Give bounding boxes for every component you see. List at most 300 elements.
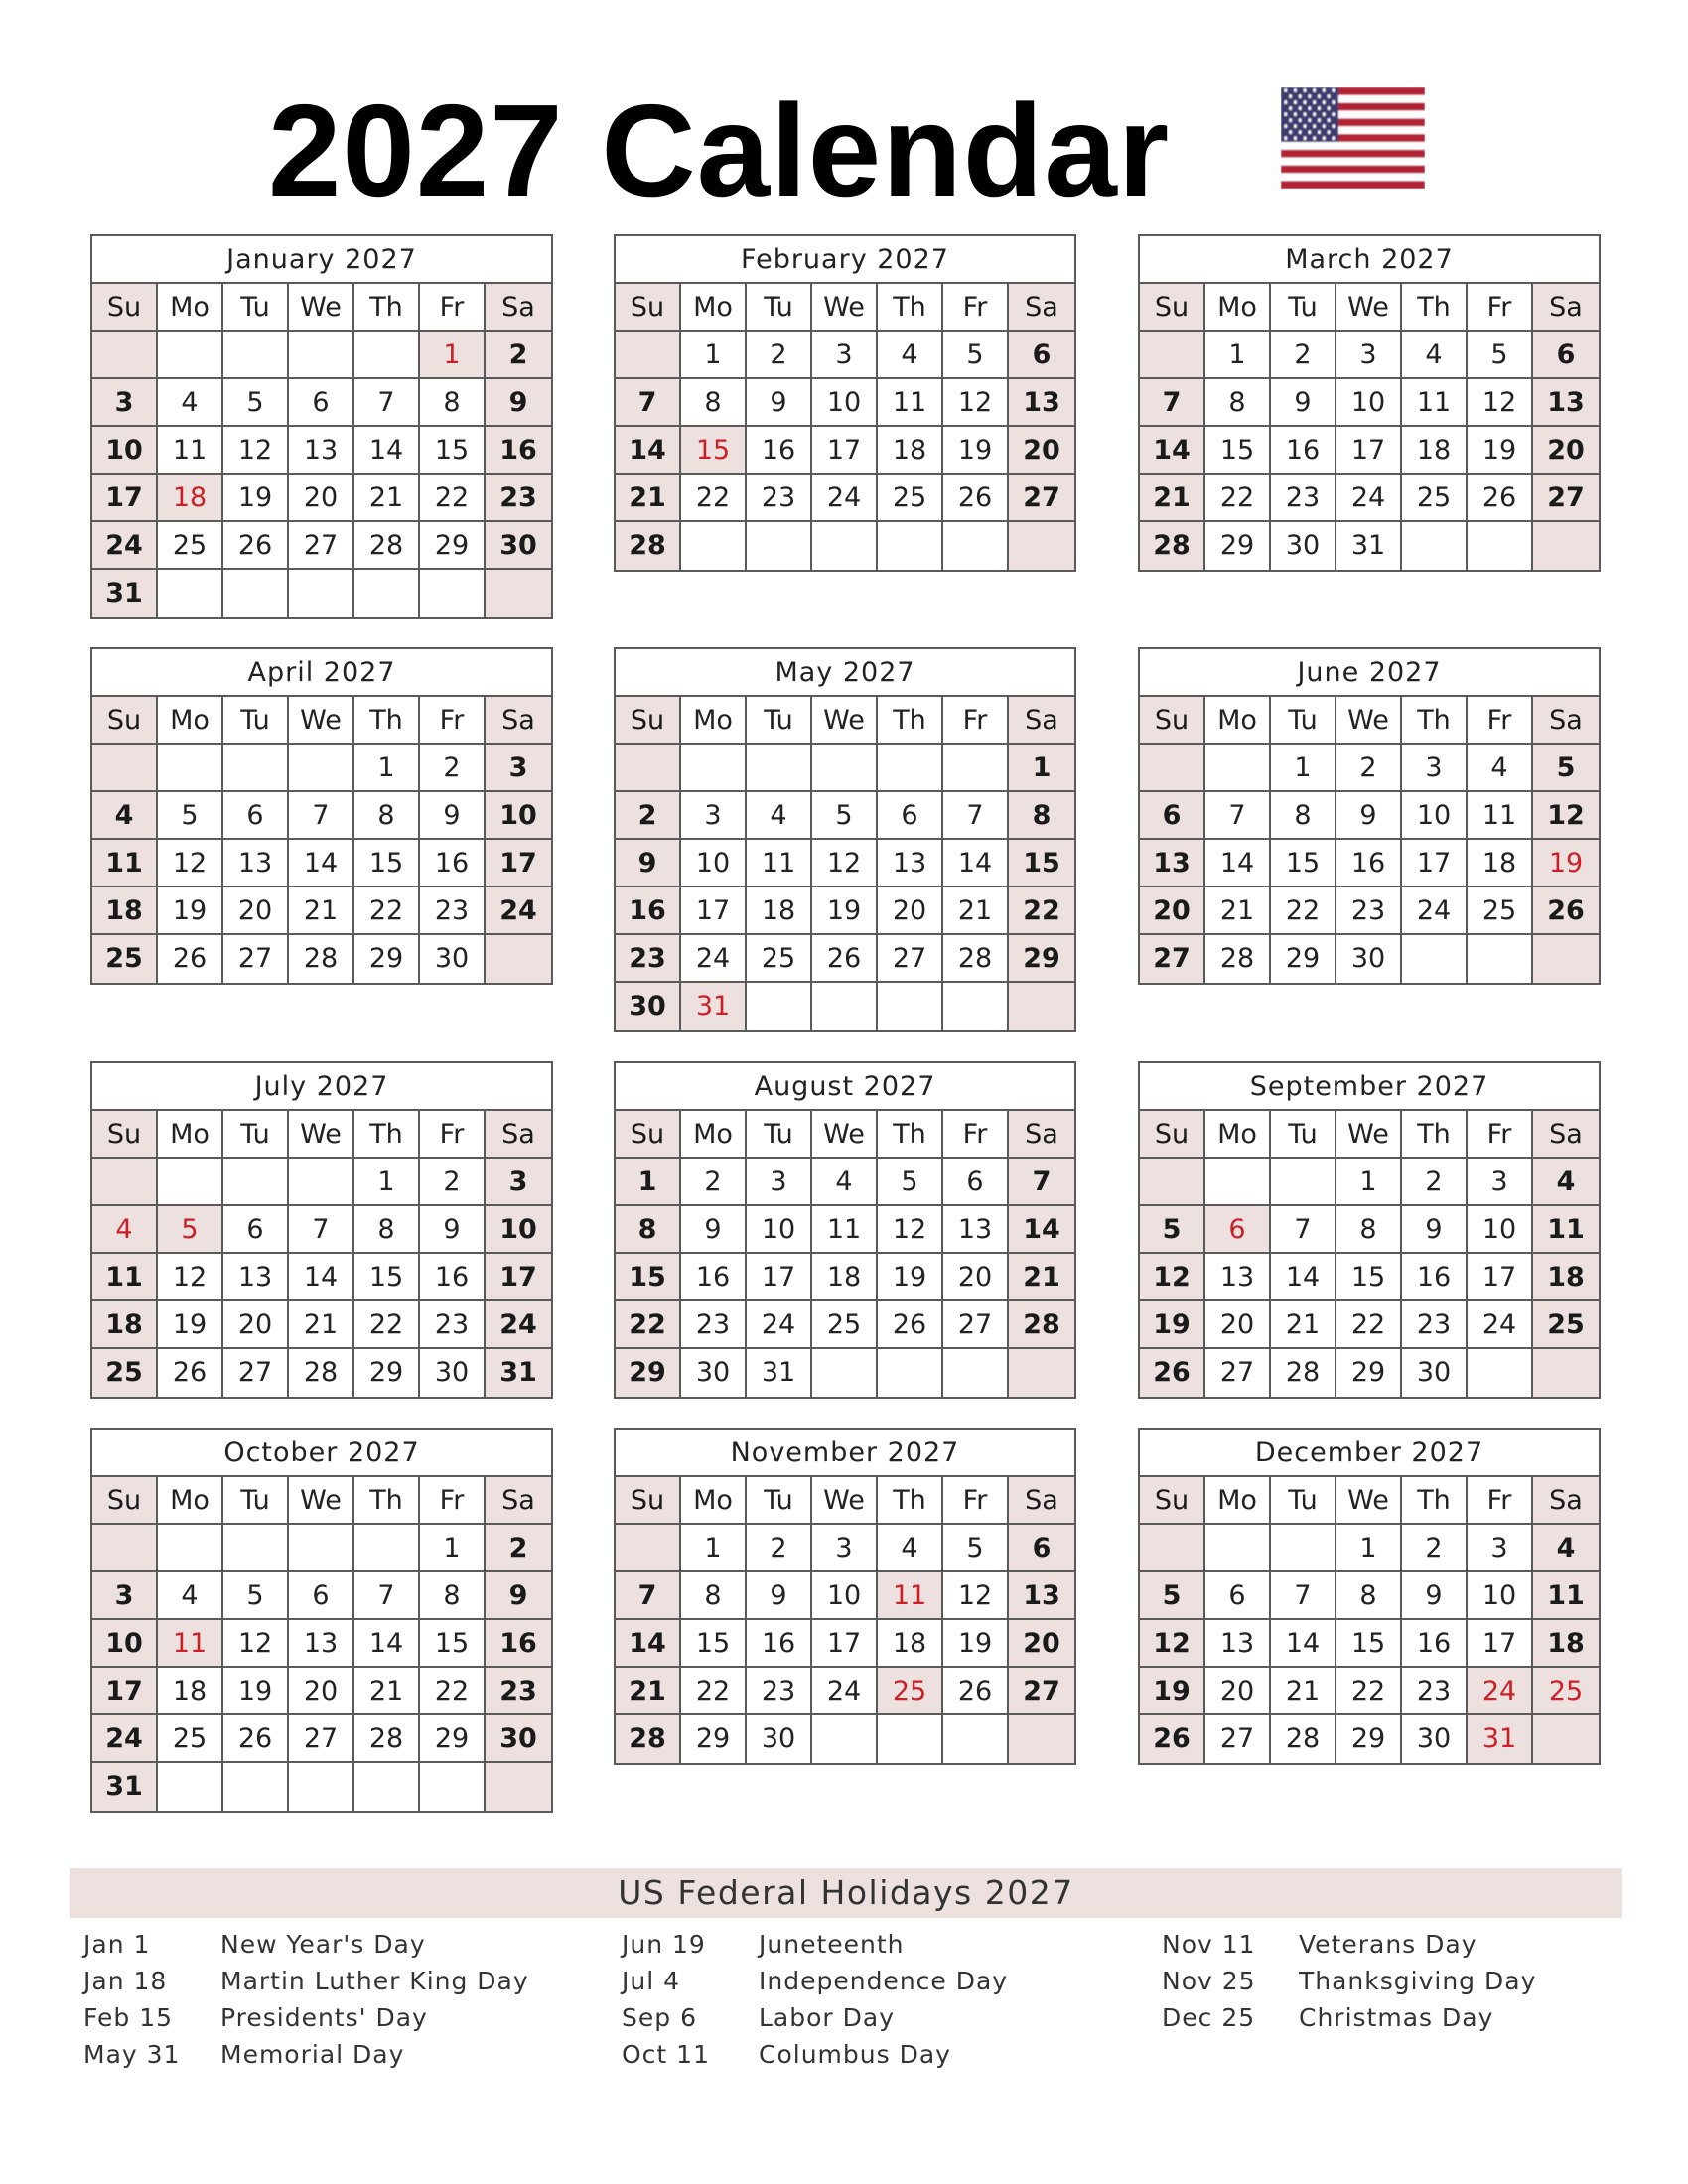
day-cell: 3 (92, 1572, 158, 1620)
holiday-date: Oct 11 (622, 2040, 710, 2069)
day-cell: 10 (681, 840, 747, 887)
day-cell: 30 (420, 1349, 486, 1397)
day-cell: 26 (812, 935, 878, 983)
day-cell: 1 (1271, 745, 1336, 792)
holiday-day-cell: 25 (878, 1668, 943, 1715)
empty-day-cell (158, 332, 223, 379)
empty-day-cell (92, 332, 158, 379)
day-cell: 27 (1205, 1349, 1271, 1397)
day-cell: 29 (1205, 522, 1271, 570)
holiday-day-cell: 31 (1468, 1715, 1533, 1763)
day-cell: 21 (1205, 887, 1271, 935)
day-cell: 30 (1336, 935, 1402, 983)
day-cell: 22 (354, 1301, 420, 1349)
day-cell: 18 (1533, 1254, 1599, 1301)
day-cell: 26 (223, 522, 289, 570)
day-cell: 22 (681, 475, 747, 522)
day-cell: 27 (1009, 1668, 1074, 1715)
day-cell: 18 (92, 1301, 158, 1349)
weekday-header: We (812, 284, 878, 332)
day-cell: 7 (1271, 1572, 1336, 1620)
day-cell: 6 (1009, 1525, 1074, 1572)
empty-day-cell (223, 332, 289, 379)
weekday-header: Fr (943, 697, 1009, 745)
month-title: August 2027 (616, 1063, 1074, 1111)
weekday-header: Fr (420, 697, 486, 745)
day-cell: 19 (878, 1254, 943, 1301)
empty-day-cell (289, 745, 354, 792)
day-cell: 22 (420, 475, 486, 522)
holiday-list (70, 1868, 1622, 2069)
weekday-header: Th (878, 1111, 943, 1159)
day-cell: 8 (1336, 1572, 1402, 1620)
empty-day-cell (158, 570, 223, 617)
holiday-item (83, 1963, 529, 1999)
day-cell: 28 (1205, 935, 1271, 983)
weekday-header: Sa (1533, 697, 1599, 745)
day-cell: 23 (486, 475, 551, 522)
day-cell: 15 (1009, 840, 1074, 887)
day-cell: 18 (158, 1668, 223, 1715)
day-cell: 10 (1336, 379, 1402, 427)
holiday-date: May 31 (83, 2040, 181, 2069)
day-cell: 26 (943, 1668, 1009, 1715)
holiday-item (83, 1926, 529, 1963)
holiday-list-title: US Federal Holidays 2027 (70, 1868, 1622, 1918)
empty-day-cell (92, 745, 158, 792)
day-cell: 24 (486, 1301, 551, 1349)
month-title: July 2027 (92, 1063, 551, 1111)
day-cell: 12 (158, 840, 223, 887)
empty-day-cell (1009, 1715, 1074, 1763)
day-cell: 10 (1402, 792, 1468, 840)
empty-day-cell (1402, 935, 1468, 983)
weekday-header: Tu (1271, 697, 1336, 745)
day-cell: 24 (92, 522, 158, 570)
weekday-header: Mo (1205, 1477, 1271, 1525)
day-cell: 28 (1140, 522, 1205, 570)
weekday-header: Su (1140, 1477, 1205, 1525)
day-cell: 28 (1009, 1301, 1074, 1349)
day-cell: 15 (681, 1620, 747, 1668)
empty-day-cell (681, 522, 747, 570)
day-cell: 19 (158, 1301, 223, 1349)
month-title: November 2027 (616, 1430, 1074, 1477)
empty-day-cell (289, 1159, 354, 1206)
holiday-date: Dec 25 (1162, 2003, 1256, 2032)
day-cell: 9 (747, 379, 812, 427)
day-cell: 7 (289, 1206, 354, 1254)
month-title: May 2027 (616, 649, 1074, 697)
day-cell: 2 (1336, 745, 1402, 792)
day-cell: 29 (1271, 935, 1336, 983)
day-cell: 10 (486, 1206, 551, 1254)
weekday-header: Mo (1205, 1111, 1271, 1159)
day-cell: 5 (1533, 745, 1599, 792)
weekday-header: Tu (747, 1477, 812, 1525)
day-cell: 2 (1271, 332, 1336, 379)
day-cell: 21 (1140, 475, 1205, 522)
day-cell: 4 (878, 1525, 943, 1572)
holiday-item (1162, 1999, 1536, 2036)
empty-day-cell (158, 1525, 223, 1572)
day-cell: 17 (1468, 1254, 1533, 1301)
day-cell: 23 (420, 887, 486, 935)
empty-day-cell (616, 1525, 681, 1572)
day-cell: 6 (289, 1572, 354, 1620)
day-cell: 31 (1336, 522, 1402, 570)
day-cell: 17 (1336, 427, 1402, 475)
day-cell: 28 (616, 522, 681, 570)
day-cell: 2 (616, 792, 681, 840)
day-cell: 27 (943, 1301, 1009, 1349)
day-cell: 28 (289, 1349, 354, 1397)
empty-day-cell (747, 745, 812, 792)
day-cell: 3 (486, 1159, 551, 1206)
day-cell: 24 (681, 935, 747, 983)
empty-day-cell (1009, 1349, 1074, 1397)
holiday-item (83, 1999, 529, 2036)
weekday-header: Sa (1009, 1111, 1074, 1159)
empty-day-cell (1205, 745, 1271, 792)
day-cell: 5 (812, 792, 878, 840)
holiday-day-cell: 11 (878, 1572, 943, 1620)
holiday-name: Labor Day (759, 2003, 896, 2032)
empty-day-cell (1205, 1159, 1271, 1206)
day-cell: 26 (158, 935, 223, 983)
day-cell: 11 (1402, 379, 1468, 427)
weekday-header: Tu (223, 697, 289, 745)
day-cell: 5 (1140, 1206, 1205, 1254)
weekday-header: Th (1402, 1477, 1468, 1525)
day-cell: 16 (486, 1620, 551, 1668)
day-cell: 23 (1336, 887, 1402, 935)
day-cell: 4 (747, 792, 812, 840)
day-cell: 10 (1468, 1206, 1533, 1254)
day-cell: 13 (289, 427, 354, 475)
day-cell: 16 (681, 1254, 747, 1301)
day-cell: 17 (681, 887, 747, 935)
day-cell: 28 (289, 935, 354, 983)
day-cell: 29 (420, 522, 486, 570)
day-cell: 19 (223, 475, 289, 522)
empty-day-cell (158, 1763, 223, 1811)
empty-day-cell (158, 745, 223, 792)
day-cell: 6 (878, 792, 943, 840)
day-cell: 19 (812, 887, 878, 935)
day-cell: 1 (681, 332, 747, 379)
empty-day-cell (812, 1715, 878, 1763)
day-cell: 30 (486, 522, 551, 570)
weekday-header: Sa (486, 284, 551, 332)
day-cell: 20 (223, 887, 289, 935)
day-cell: 12 (158, 1254, 223, 1301)
day-cell: 25 (1533, 1301, 1599, 1349)
month-calendar (1138, 1061, 1601, 1399)
day-cell: 25 (158, 522, 223, 570)
day-cell: 24 (92, 1715, 158, 1763)
empty-day-cell (158, 1159, 223, 1206)
empty-day-cell (420, 1763, 486, 1811)
day-cell: 5 (878, 1159, 943, 1206)
day-cell: 25 (158, 1715, 223, 1763)
day-cell: 27 (878, 935, 943, 983)
day-cell: 24 (1402, 887, 1468, 935)
day-cell: 20 (1140, 887, 1205, 935)
day-cell: 28 (354, 1715, 420, 1763)
day-cell: 9 (1402, 1572, 1468, 1620)
day-cell: 7 (1205, 792, 1271, 840)
day-cell: 24 (747, 1301, 812, 1349)
weekday-header: Sa (1009, 697, 1074, 745)
day-cell: 17 (486, 840, 551, 887)
day-cell: 13 (1205, 1620, 1271, 1668)
empty-day-cell (1140, 332, 1205, 379)
day-cell: 21 (943, 887, 1009, 935)
holiday-name: Presidents' Day (220, 2003, 428, 2032)
day-cell: 8 (354, 1206, 420, 1254)
day-cell: 11 (92, 1254, 158, 1301)
day-cell: 16 (1336, 840, 1402, 887)
day-cell: 2 (1402, 1525, 1468, 1572)
day-cell: 9 (1271, 379, 1336, 427)
weekday-header: Sa (1009, 284, 1074, 332)
day-cell: 2 (747, 1525, 812, 1572)
day-cell: 11 (158, 427, 223, 475)
holiday-date: Jun 19 (622, 1930, 706, 1959)
weekday-header: We (289, 1477, 354, 1525)
day-cell: 15 (616, 1254, 681, 1301)
weekday-header: Fr (943, 284, 1009, 332)
empty-day-cell (812, 983, 878, 1030)
day-cell: 23 (1402, 1668, 1468, 1715)
day-cell: 18 (1468, 840, 1533, 887)
day-cell: 3 (1336, 332, 1402, 379)
empty-day-cell (486, 570, 551, 617)
day-cell: 18 (878, 427, 943, 475)
weekday-header: Fr (420, 1111, 486, 1159)
day-cell: 24 (812, 1668, 878, 1715)
day-cell: 31 (92, 1763, 158, 1811)
empty-day-cell (1468, 1349, 1533, 1397)
day-cell: 6 (223, 792, 289, 840)
day-cell: 10 (92, 1620, 158, 1668)
day-cell: 20 (1205, 1668, 1271, 1715)
empty-day-cell (943, 1349, 1009, 1397)
day-cell: 9 (420, 792, 486, 840)
holiday-item (622, 1963, 1008, 1999)
weekday-header: Su (92, 284, 158, 332)
weekday-header: Th (354, 697, 420, 745)
day-cell: 1 (420, 1525, 486, 1572)
day-cell: 11 (812, 1206, 878, 1254)
day-cell: 29 (681, 1715, 747, 1763)
day-cell: 1 (354, 1159, 420, 1206)
day-cell: 16 (1402, 1620, 1468, 1668)
day-cell: 30 (1402, 1349, 1468, 1397)
day-cell: 4 (1468, 745, 1533, 792)
day-cell: 25 (747, 935, 812, 983)
weekday-header: Mo (681, 697, 747, 745)
weekday-header: Su (92, 697, 158, 745)
empty-day-cell (1402, 522, 1468, 570)
day-cell: 29 (1336, 1349, 1402, 1397)
day-cell: 21 (616, 475, 681, 522)
empty-day-cell (1205, 1525, 1271, 1572)
day-cell: 20 (223, 1301, 289, 1349)
month-title: October 2027 (92, 1430, 551, 1477)
day-cell: 8 (681, 379, 747, 427)
holiday-item (622, 1926, 1008, 1963)
day-cell: 26 (943, 475, 1009, 522)
weekday-header: Mo (158, 1111, 223, 1159)
day-cell: 31 (486, 1349, 551, 1397)
day-cell: 10 (812, 379, 878, 427)
weekday-header: Th (1402, 697, 1468, 745)
empty-day-cell (616, 745, 681, 792)
day-cell: 12 (878, 1206, 943, 1254)
day-cell: 11 (92, 840, 158, 887)
day-cell: 16 (616, 887, 681, 935)
day-cell: 20 (878, 887, 943, 935)
day-cell: 2 (681, 1159, 747, 1206)
day-cell: 19 (1140, 1301, 1205, 1349)
day-cell: 17 (92, 1668, 158, 1715)
day-cell: 12 (943, 1572, 1009, 1620)
day-cell: 21 (1271, 1301, 1336, 1349)
holiday-day-cell: 18 (158, 475, 223, 522)
weekday-header: Fr (1468, 1111, 1533, 1159)
day-cell: 23 (681, 1301, 747, 1349)
day-cell: 28 (1271, 1349, 1336, 1397)
day-cell: 30 (747, 1715, 812, 1763)
empty-day-cell (354, 1763, 420, 1811)
holiday-name: Independence Day (759, 1967, 1009, 1995)
month-title: September 2027 (1140, 1063, 1599, 1111)
day-cell: 18 (1402, 427, 1468, 475)
day-cell: 14 (616, 1620, 681, 1668)
day-cell: 18 (747, 887, 812, 935)
day-cell: 23 (747, 475, 812, 522)
day-cell: 6 (289, 379, 354, 427)
day-cell: 1 (681, 1525, 747, 1572)
weekday-header: Fr (420, 284, 486, 332)
day-cell: 12 (1140, 1254, 1205, 1301)
day-cell: 18 (92, 887, 158, 935)
day-cell: 7 (1009, 1159, 1074, 1206)
weekday-header: Mo (158, 284, 223, 332)
day-cell: 12 (1533, 792, 1599, 840)
day-cell: 14 (1271, 1254, 1336, 1301)
day-cell: 11 (747, 840, 812, 887)
day-cell: 21 (354, 475, 420, 522)
day-cell: 24 (1336, 475, 1402, 522)
weekday-header: We (289, 697, 354, 745)
day-cell: 24 (1468, 1301, 1533, 1349)
empty-day-cell (420, 570, 486, 617)
day-cell: 5 (943, 1525, 1009, 1572)
day-cell: 17 (812, 427, 878, 475)
day-cell: 5 (1468, 332, 1533, 379)
weekday-header: Fr (1468, 1477, 1533, 1525)
empty-day-cell (943, 1715, 1009, 1763)
weekday-header: Mo (681, 284, 747, 332)
day-cell: 2 (420, 745, 486, 792)
holiday-day-cell: 1 (420, 332, 486, 379)
day-cell: 23 (616, 935, 681, 983)
day-cell: 8 (420, 1572, 486, 1620)
day-cell: 26 (1140, 1349, 1205, 1397)
day-cell: 28 (943, 935, 1009, 983)
day-cell: 22 (1009, 887, 1074, 935)
weekday-header: Fr (943, 1111, 1009, 1159)
day-cell: 6 (223, 1206, 289, 1254)
empty-day-cell (486, 1763, 551, 1811)
day-cell: 4 (1533, 1159, 1599, 1206)
day-cell: 21 (354, 1668, 420, 1715)
us-flag-icon (1281, 87, 1425, 189)
day-cell: 30 (420, 935, 486, 983)
day-cell: 7 (354, 379, 420, 427)
day-cell: 5 (1140, 1572, 1205, 1620)
day-cell: 2 (486, 1525, 551, 1572)
empty-day-cell (223, 1159, 289, 1206)
day-cell: 29 (1336, 1715, 1402, 1763)
day-cell: 29 (354, 935, 420, 983)
day-cell: 12 (812, 840, 878, 887)
weekday-header: Tu (223, 1111, 289, 1159)
day-cell: 25 (878, 475, 943, 522)
day-cell: 23 (1271, 475, 1336, 522)
day-cell: 7 (289, 792, 354, 840)
day-cell: 15 (1336, 1620, 1402, 1668)
day-cell: 29 (420, 1715, 486, 1763)
day-cell: 26 (223, 1715, 289, 1763)
day-cell: 9 (486, 1572, 551, 1620)
day-cell: 31 (747, 1349, 812, 1397)
day-cell: 8 (1336, 1206, 1402, 1254)
holiday-item (1162, 1963, 1536, 1999)
empty-day-cell (223, 1763, 289, 1811)
holiday-date: Jan 1 (83, 1930, 151, 1959)
empty-day-cell (1009, 522, 1074, 570)
weekday-header: Fr (1468, 284, 1533, 332)
day-cell: 13 (289, 1620, 354, 1668)
empty-day-cell (1468, 935, 1533, 983)
day-cell: 14 (354, 427, 420, 475)
day-cell: 14 (289, 840, 354, 887)
month-calendar (614, 1428, 1076, 1765)
day-cell: 16 (747, 427, 812, 475)
weekday-header: We (812, 697, 878, 745)
holiday-date: Sep 6 (622, 2003, 697, 2032)
empty-day-cell (812, 745, 878, 792)
day-cell: 25 (92, 935, 158, 983)
weekday-header: Sa (1533, 1477, 1599, 1525)
weekday-header: Th (354, 1111, 420, 1159)
day-cell: 11 (878, 379, 943, 427)
month-title: December 2027 (1140, 1430, 1599, 1477)
day-cell: 28 (1271, 1715, 1336, 1763)
day-cell: 26 (878, 1301, 943, 1349)
day-cell: 1 (354, 745, 420, 792)
holiday-name: Martin Luther King Day (220, 1967, 529, 1995)
day-cell: 1 (1336, 1525, 1402, 1572)
empty-day-cell (1468, 522, 1533, 570)
day-cell: 30 (1271, 522, 1336, 570)
empty-day-cell (878, 983, 943, 1030)
day-cell: 2 (747, 332, 812, 379)
